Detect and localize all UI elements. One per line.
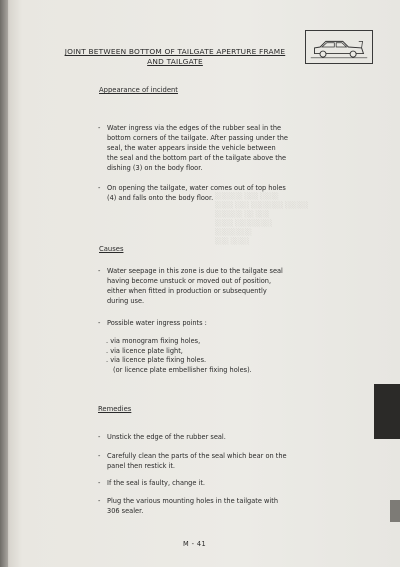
bullet-dash: - [98, 184, 101, 192]
appearance-item [98, 123, 288, 173]
car-side-icon [305, 30, 373, 64]
ingress-point: . via licence plate fixing holes. [106, 356, 207, 364]
remedies-item-text: If the seal is faulty, change it. [107, 479, 206, 487]
bleed-through-text: ░░░░░░ ░░░ ░░░░ ░░░░ ░░░ ░░░░░░░ ░░░░░ ░░░░░░ ░░ ░░░ ░░░░ ░░░░░░░░ ░░░░░░░░ ░░░ ░░░░ [215, 193, 309, 245]
bullet-dash: - [98, 319, 101, 327]
remedies-item [98, 478, 288, 488]
remedies-item [98, 496, 288, 516]
remedies-item-text: Carefully clean the parts of the seal which bear on the panel then restick it. [107, 452, 287, 470]
appearance-item-text: On opening the tailgate, water comes out of top holes (4) and falls onto the body floor. [107, 184, 286, 202]
page-binding-edge [0, 0, 8, 567]
bullet-dash: - [98, 433, 101, 441]
page-title [55, 47, 295, 67]
appearance-heading: Appearance of incident [99, 86, 178, 94]
appearance-item-text: Water ingress via the edges of the rubber seal in the bottom corners of the tailgate. After passing under the seal, the water appears inside the vehicle between the seal and the bottom part of the tailgate above the dishing (3) on the body floor. [107, 124, 288, 172]
causes-item-text: Water seepage in this zone is due to the tailgate seal having become unstuck or moved out of position, either when fitted in production or subsequently during use. [107, 267, 283, 305]
remedies-item-text: Unstick the edge of the rubber seal. [107, 433, 226, 441]
remedies-item [98, 451, 288, 471]
ingress-point-note: (or licence plate embellisher fixing holes). [113, 365, 252, 374]
causes-item-text: Possible water ingress points : [107, 319, 207, 327]
causes-heading: Causes [99, 245, 124, 253]
remedies-heading: Remedies [98, 405, 132, 413]
section-thumb-tab [374, 384, 400, 439]
bullet-dash: - [98, 124, 101, 132]
remedies-item [98, 432, 288, 442]
causes-item [98, 266, 288, 306]
ingress-point: . via monogram fixing holes, [106, 337, 201, 345]
causes-item [98, 318, 288, 328]
bullet-dash: - [98, 479, 101, 487]
ingress-points-list [106, 337, 296, 375]
page-title-line-1: JOINT BETWEEN BOTTOM OF TAILGATE APERTURE FRAME [64, 47, 286, 56]
bullet-dash: - [98, 452, 101, 460]
section-thumb-tab-shadow [390, 500, 400, 522]
remedies-item-text: Plug the various mounting holes in the tailgate with 306 sealer. [107, 497, 279, 515]
ingress-point: . via licence plate light, [106, 346, 183, 355]
bullet-dash: - [98, 267, 101, 275]
page-title-line-2: AND TAILGATE [147, 57, 203, 66]
bullet-dash: - [98, 497, 101, 505]
car-side-icon-drawing [306, 31, 372, 63]
page-number: M - 41 [183, 540, 207, 548]
